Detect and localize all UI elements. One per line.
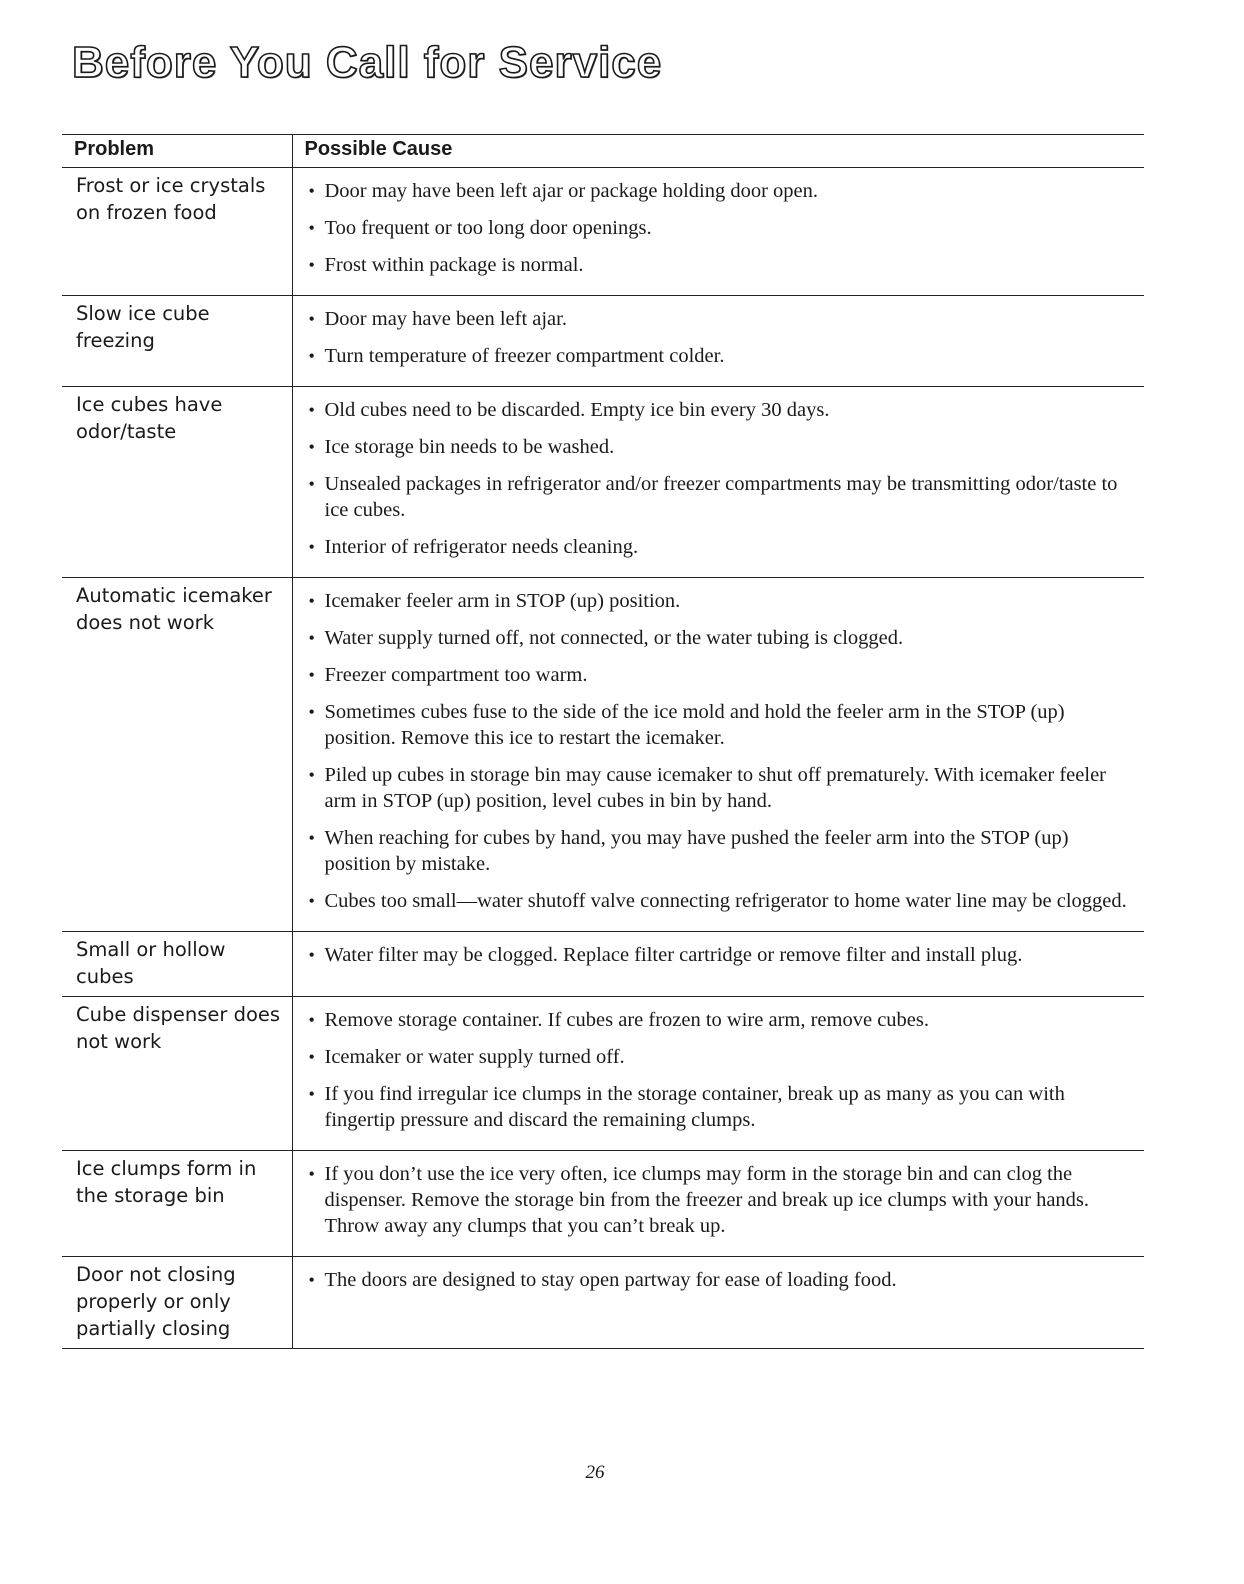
cause-item: • Too frequent or too long door openings. bbox=[307, 215, 1135, 241]
problem-cell: Frost or ice crystals on frozen food bbox=[62, 168, 292, 296]
cause-cell bbox=[292, 1257, 1144, 1349]
cause-item: • Water filter may be clogged. Replace filter cartridge or remove filter and install plug. bbox=[307, 942, 1135, 968]
problem-cell: Door not closing properly or only partially closing bbox=[62, 1257, 292, 1349]
cause-list bbox=[307, 1007, 1135, 1133]
cause-list bbox=[307, 1161, 1135, 1239]
table-row bbox=[62, 296, 1144, 387]
problem-column-header: Problem bbox=[62, 135, 292, 168]
table-row bbox=[62, 578, 1144, 932]
cause-item: • The doors are designed to stay open partway for ease of loading food. bbox=[307, 1267, 1135, 1293]
cause-item: • Turn temperature of freezer compartment colder. bbox=[307, 343, 1135, 369]
cause-item: • Icemaker feeler arm in STOP (up) position. bbox=[307, 588, 1135, 614]
problem-cell: Ice cubes have odor/taste bbox=[62, 387, 292, 578]
cause-item: • Remove storage container. If cubes are frozen to wire arm, remove cubes. bbox=[307, 1007, 1135, 1033]
cause-column-header: Possible Cause bbox=[292, 135, 1144, 168]
cause-list bbox=[307, 306, 1135, 369]
cause-item: • When reaching for cubes by hand, you may have pushed the feeler arm into the STOP (up) position by mistake. bbox=[307, 825, 1135, 877]
cause-item: • Frost within package is normal. bbox=[307, 252, 1135, 278]
cause-item: • Icemaker or water supply turned off. bbox=[307, 1044, 1135, 1070]
table-row bbox=[62, 387, 1144, 578]
cause-list bbox=[307, 1267, 1135, 1293]
table-row bbox=[62, 1257, 1144, 1349]
page-number: 26 bbox=[585, 1462, 605, 1483]
cause-item: • Door may have been left ajar. bbox=[307, 306, 1135, 332]
cause-item: • Sometimes cubes fuse to the side of the ice mold and hold the feeler arm in the STOP (up) position. Remove this ice to restart the icemaker. bbox=[307, 699, 1135, 751]
cause-cell bbox=[292, 578, 1144, 932]
table-row bbox=[62, 932, 1144, 997]
page-title: Before You Call for Service bbox=[72, 38, 663, 87]
cause-item: • If you find irregular ice clumps in the storage container, break up as many as you can with fingertip pressure and discard the remaining clumps. bbox=[307, 1081, 1135, 1133]
cause-cell bbox=[292, 997, 1144, 1151]
table-header-row bbox=[62, 135, 1144, 168]
cause-item: • Unsealed packages in refrigerator and/or freezer compartments may be transmitting odor/taste to ice cubes. bbox=[307, 471, 1135, 523]
cause-cell bbox=[292, 296, 1144, 387]
troubleshooting-table bbox=[62, 134, 1144, 1349]
table-row bbox=[62, 997, 1144, 1151]
problem-cell: Cube dispenser does not work bbox=[62, 997, 292, 1151]
table-row bbox=[62, 1151, 1144, 1257]
cause-item: • Freezer compartment too warm. bbox=[307, 662, 1135, 688]
problem-cell: Small or hollow cubes bbox=[62, 932, 292, 997]
cause-item: • Old cubes need to be discarded. Empty ice bin every 30 days. bbox=[307, 397, 1135, 423]
cause-item: • Cubes too small—water shutoff valve connecting refrigerator to home water line may be clogged. bbox=[307, 888, 1135, 914]
problem-cell: Ice clumps form in the storage bin bbox=[62, 1151, 292, 1257]
cause-cell bbox=[292, 932, 1144, 997]
table-body bbox=[62, 168, 1144, 1349]
cause-item: • Ice storage bin needs to be washed. bbox=[307, 434, 1135, 460]
problem-cell: Slow ice cube freezing bbox=[62, 296, 292, 387]
cause-item: • If you don’t use the ice very often, ice clumps may form in the storage bin and can clog the dispenser. Remove the storage bin from the freezer and break up ice clumps with your hands. Throw away any clumps that you can’t break up. bbox=[307, 1161, 1135, 1239]
cause-item: • Door may have been left ajar or package holding door open. bbox=[307, 178, 1135, 204]
cause-item: • Piled up cubes in storage bin may cause icemaker to shut off prematurely. With icemaker feeler arm in STOP (up) position, level cubes in bin by hand. bbox=[307, 762, 1135, 814]
cause-list bbox=[307, 397, 1135, 560]
cause-item: • Water supply turned off, not connected, or the water tubing is clogged. bbox=[307, 625, 1135, 651]
cause-list bbox=[307, 588, 1135, 914]
cause-cell bbox=[292, 168, 1144, 296]
cause-list bbox=[307, 178, 1135, 278]
table-row bbox=[62, 168, 1144, 296]
cause-cell bbox=[292, 387, 1144, 578]
problem-cell: Automatic icemaker does not work bbox=[62, 578, 292, 932]
cause-list bbox=[307, 942, 1135, 968]
cause-cell bbox=[292, 1151, 1144, 1257]
cause-item: • Interior of refrigerator needs cleaning. bbox=[307, 534, 1135, 560]
